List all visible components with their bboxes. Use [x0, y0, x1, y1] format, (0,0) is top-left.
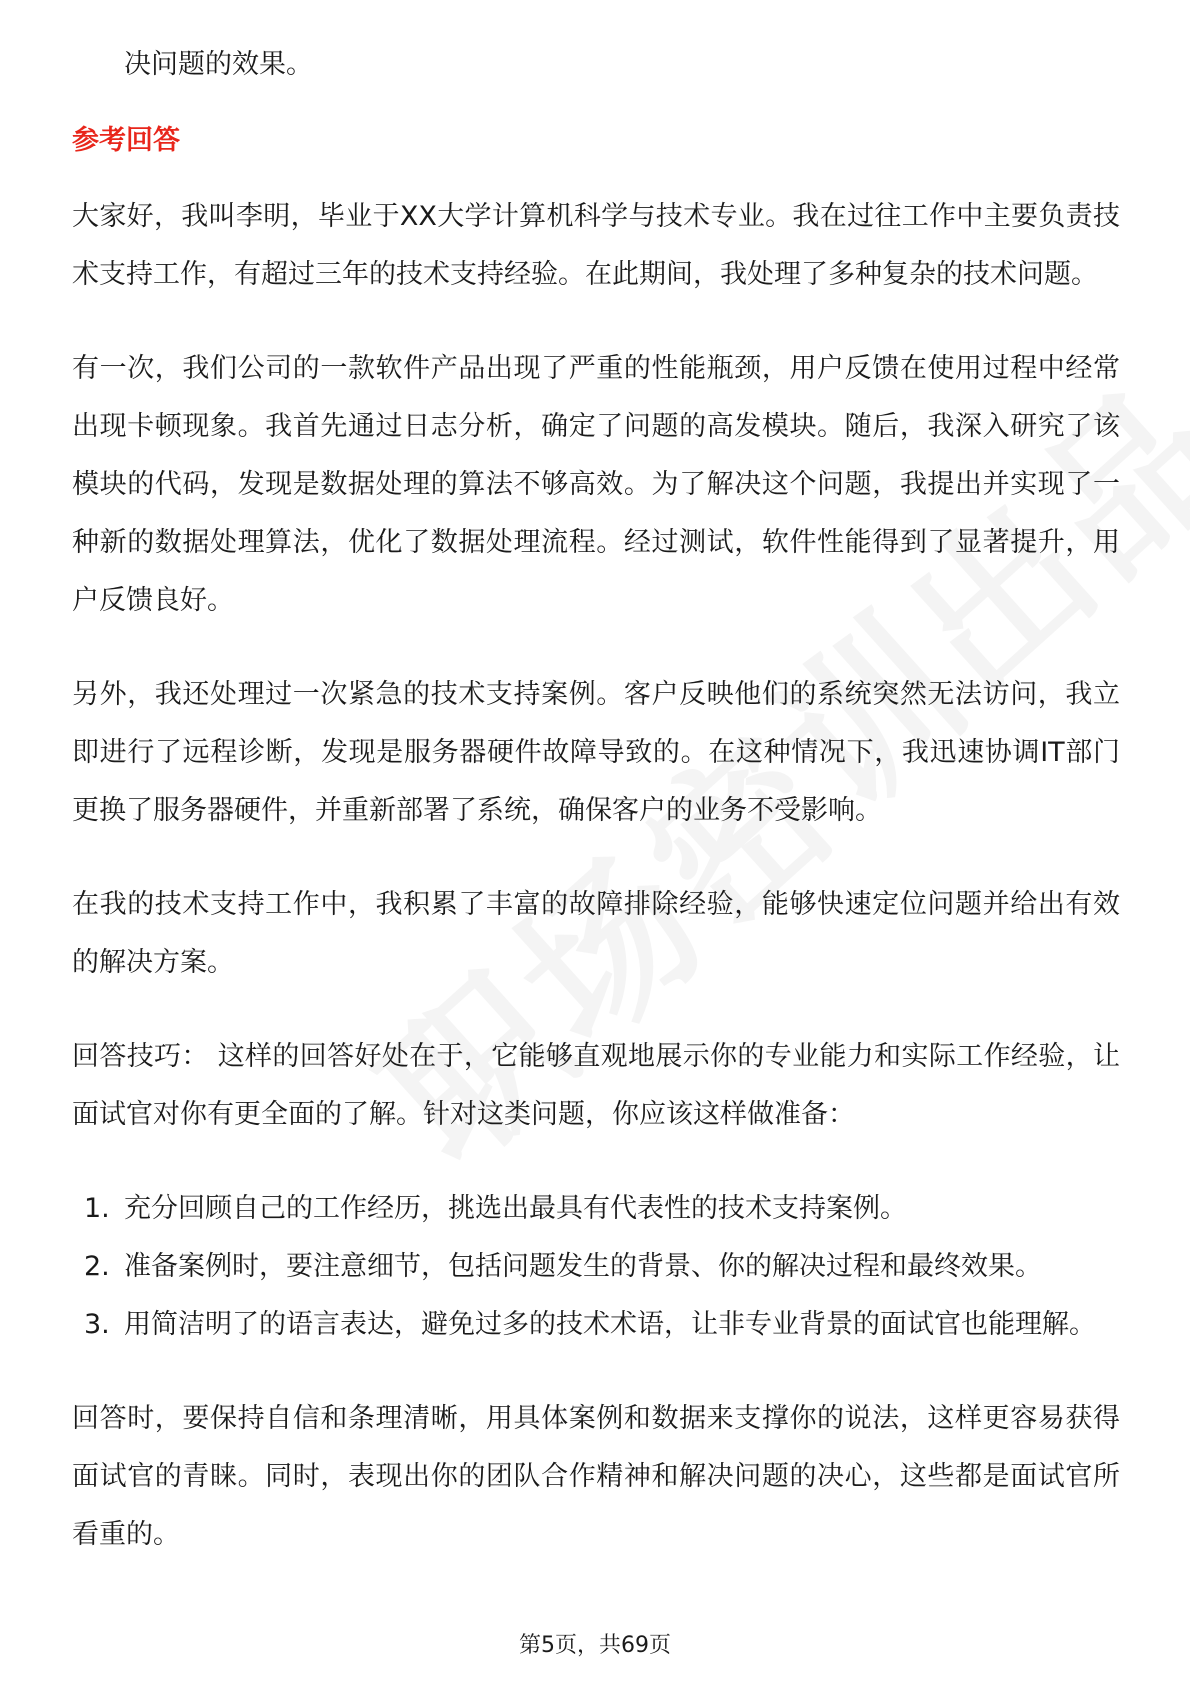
page-content: [72, 36, 1120, 1600]
list-item: [72, 1180, 1120, 1238]
section-heading: 参考回答: [72, 125, 180, 156]
answer-paragraph-case-1: 有一次，我们公司的一款软件产品出现了严重的性能瓶颈，用户反馈在使用过程中经常出现卡顿现象。我首先通过日志分析，确定了问题的高发模块。随后，我深入研究了该模块的代码，发现是数据处理的算法不够高效。为了解决这个问题，我提出并实现了一种新的数据处理算法，优化了数据处理流程。经过测试，软件性能得到了显著提升，用户反馈良好。: [72, 353, 1120, 616]
answer-paragraph-intro: 大家好，我叫李明，毕业于XX大学计算机科学与技术专业。我在过往工作中主要负责技术支持工作，有超过三年的技术支持经验。在此期间，我处理了多种复杂的技术问题。: [72, 201, 1120, 290]
list-item-text: 准备案例时，要注意细节，包括问题发生的背景、你的解决过程和最终效果。: [124, 1251, 1042, 1282]
list-item-text: 充分回顾自己的工作经历，挑选出最具有代表性的技术支持案例。: [124, 1193, 907, 1224]
continuation-text: 决问题的效果。: [124, 49, 313, 80]
list-item-number: 1.: [84, 1193, 110, 1224]
tips-list: [72, 1180, 1120, 1354]
list-item: [72, 1296, 1120, 1354]
list-item-text: 用简洁明了的语言表达，避免过多的技术术语，让非专业背景的面试官也能理解。: [124, 1309, 1096, 1340]
answer-paragraph-summary: 在我的技术支持工作中，我积累了丰富的故障排除经验，能够快速定位问题并给出有效的解决方案。: [72, 889, 1120, 978]
page-footer: 第5页，共69页: [519, 1633, 671, 1658]
closing-paragraph: 回答时，要保持自信和条理清晰，用具体案例和数据来支撑你的说法，这样更容易获得面试官的青睐。同时，表现出你的团队合作精神和解决问题的决心，这些都是面试官所看重的。: [72, 1403, 1120, 1550]
answer-paragraph-case-2: 另外，我还处理过一次紧急的技术支持案例。客户反映他们的系统突然无法访问，我立即进行了远程诊断，发现是服务器硬件故障导致的。在这种情况下，我迅速协调IT部门更换了服务器硬件，并重新部署了系统，确保客户的业务不受影响。: [72, 679, 1120, 826]
tips-paragraph: 回答技巧： 这样的回答好处在于，它能够直观地展示你的专业能力和实际工作经验，让面试官对你有更全面的了解。针对这类问题，你应该这样做准备：: [72, 1041, 1120, 1130]
list-item-number: 3.: [84, 1309, 110, 1340]
list-item: [72, 1238, 1120, 1296]
list-item-number: 2.: [84, 1251, 110, 1282]
